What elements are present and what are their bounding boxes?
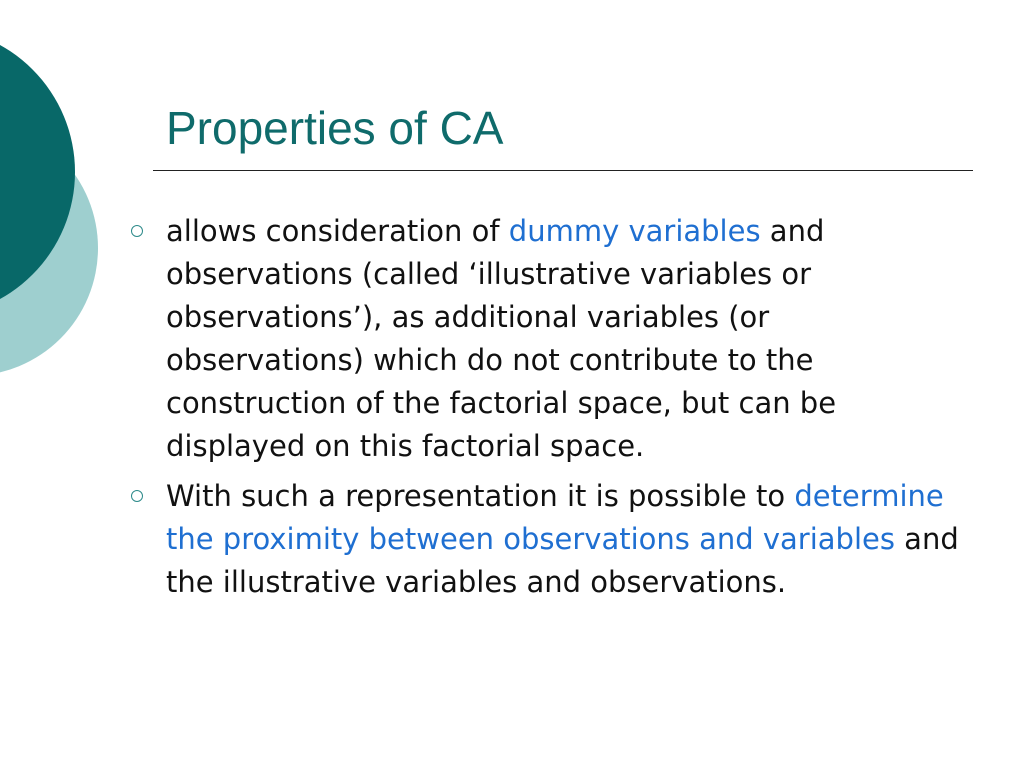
bullet-highlight: dummy variables bbox=[508, 214, 761, 248]
slide-title: Properties of CA bbox=[166, 102, 504, 154]
hollow-circle-bullet-icon bbox=[131, 490, 143, 502]
bullet-item bbox=[166, 210, 966, 468]
title-divider bbox=[153, 170, 973, 171]
bullet-list bbox=[166, 210, 966, 611]
bullet-text: and observations (called ‘illustrative variables or observations’), as additional variables (or observations) which do not contribute to the construction of the factorial space, but can be displayed on this factorial space. bbox=[166, 214, 837, 463]
bullet-text: With such a representation it is possible to bbox=[166, 479, 795, 513]
bullet-item bbox=[166, 475, 966, 604]
bullet-text: and the illustrative variables and observations. bbox=[166, 522, 959, 599]
decorative-circles bbox=[0, 0, 120, 420]
bullet-highlight: determine the proximity between observations and variables bbox=[166, 479, 944, 556]
hollow-circle-bullet-icon bbox=[131, 225, 143, 237]
bullet-text: allows consideration of bbox=[166, 214, 509, 248]
